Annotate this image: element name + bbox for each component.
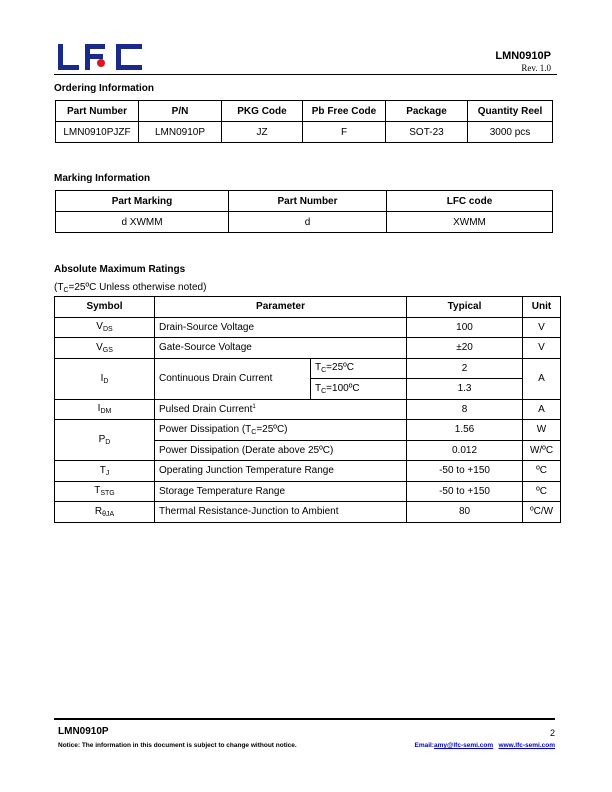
parameter-text: Power Dissipation (T xyxy=(159,423,252,435)
page-number: 2 xyxy=(549,728,555,738)
lfc-logo xyxy=(58,44,142,70)
footnote-marker: 1 xyxy=(252,403,256,410)
table-header-row xyxy=(56,191,553,212)
typical-cell: 100 xyxy=(407,317,523,338)
table-cell: SOT-23 xyxy=(386,122,468,143)
typical-cell: 2 xyxy=(407,358,523,379)
parameter-cell: Thermal Resistance-Junction to Ambient xyxy=(155,502,407,523)
typical-cell: 8 xyxy=(407,399,523,420)
unit-cell: ºC xyxy=(523,481,561,502)
website-link[interactable]: www.lfc-semi.com xyxy=(498,742,555,749)
condition-text: =100ºC xyxy=(326,382,360,394)
symbol-subscript: GS xyxy=(102,346,113,354)
symbol-subscript: θJA xyxy=(102,510,115,518)
parameter-text: =25ºC) xyxy=(256,423,288,435)
symbol: I xyxy=(97,403,101,415)
unit-cell: V xyxy=(523,338,561,359)
unit-cell: V xyxy=(523,317,561,338)
parameter-cell: Continuous Drain Current xyxy=(155,358,311,399)
symbol-cell xyxy=(55,399,155,420)
parameter-cell xyxy=(155,399,407,420)
symbol-subscript: J xyxy=(105,469,110,477)
symbol: P xyxy=(98,434,106,445)
column-header: Pb Free Code xyxy=(303,101,386,122)
table-cell: LMN0910P xyxy=(139,122,222,143)
typical-cell: 1.3 xyxy=(407,379,523,400)
condition-text: =25ºC xyxy=(326,362,355,374)
symbol-subscript: DM xyxy=(100,408,112,416)
symbol-cell xyxy=(55,358,155,399)
marking-info-table xyxy=(55,190,553,233)
footer-contact xyxy=(415,742,556,749)
column-header: Part Number xyxy=(56,101,139,122)
symbol: R xyxy=(94,505,103,517)
note-text: (T xyxy=(54,282,64,293)
symbol: V xyxy=(96,341,103,353)
symbol-subscript: STG xyxy=(100,490,115,498)
table-cell: LMN0910PJZF xyxy=(56,122,139,143)
symbol-cell xyxy=(55,481,155,502)
symbol-subscript: DS xyxy=(102,326,113,334)
unit-cell: ºC/W xyxy=(523,502,561,523)
table-row xyxy=(55,399,561,420)
symbol-cell xyxy=(55,461,155,482)
column-header: Package xyxy=(386,101,468,122)
table-header-row xyxy=(56,101,553,122)
symbol: T xyxy=(99,464,106,476)
footer-part-number: LMN0910P xyxy=(58,726,109,737)
document-part-number: LMN0910P xyxy=(495,50,551,62)
table-row xyxy=(55,420,561,441)
table-row xyxy=(55,317,561,338)
parameter-text: Pulsed Drain Current xyxy=(159,403,253,415)
unit-cell: ºC xyxy=(523,461,561,482)
column-header: PKG Code xyxy=(222,101,303,122)
parameter-cell: Storage Temperature Range xyxy=(155,481,407,502)
footer-divider xyxy=(54,718,555,720)
table-row xyxy=(56,122,553,143)
unit-cell: W xyxy=(523,420,561,441)
ordering-info-title: Ordering Information xyxy=(54,83,154,94)
condition-cell xyxy=(311,358,407,379)
parameter-subscript: C xyxy=(251,428,257,436)
condition-cell xyxy=(311,379,407,400)
abs-max-table xyxy=(54,296,561,523)
parameter-cell: Drain-Source Voltage xyxy=(155,317,407,338)
symbol-cell xyxy=(55,317,155,338)
typical-cell: -50 to +150 xyxy=(407,481,523,502)
table-row xyxy=(55,481,561,502)
note-text: =25ºC Unless otherwise noted) xyxy=(68,282,207,293)
symbol-subscript: D xyxy=(103,377,109,385)
symbol-subscript: D xyxy=(105,439,111,446)
symbol-cell xyxy=(55,502,155,523)
typical-cell: 0.012 xyxy=(407,440,523,461)
abs-max-title: Absolute Maximum Ratings xyxy=(54,264,186,275)
symbol-cell xyxy=(55,420,155,461)
parameter-cell: Power Dissipation (Derate above 25ºC) xyxy=(155,440,407,461)
condition-text: T xyxy=(315,382,322,394)
column-header: Part Number xyxy=(229,191,387,212)
table-cell: d XWMM xyxy=(56,212,229,233)
ordering-info-table xyxy=(55,100,553,143)
footer-notice: Notice: The information in this document is subject to change without notice. xyxy=(58,742,297,749)
typical-cell: -50 to +150 xyxy=(407,461,523,482)
condition-subscript: C xyxy=(321,367,327,375)
table-header-row xyxy=(55,297,561,318)
typical-cell: ±20 xyxy=(407,338,523,359)
column-header: Typical xyxy=(407,297,523,318)
symbol: T xyxy=(94,485,101,497)
typical-cell: 1.56 xyxy=(407,420,523,441)
table-cell: d xyxy=(229,212,387,233)
condition-text: T xyxy=(315,362,322,374)
table-row xyxy=(56,212,553,233)
condition-subscript: C xyxy=(321,387,327,395)
table-cell: F xyxy=(303,122,386,143)
unit-cell: W/ºC xyxy=(523,440,561,461)
table-row xyxy=(55,461,561,482)
unit-cell: A xyxy=(523,358,561,399)
email-label: Email: xyxy=(414,742,435,749)
parameter-cell xyxy=(155,420,407,441)
column-header: Symbol xyxy=(55,297,155,318)
table-row xyxy=(55,358,561,379)
typical-cell: 80 xyxy=(407,502,523,523)
abs-max-condition-note xyxy=(54,282,206,294)
table-cell: XWMM xyxy=(387,212,553,233)
column-header: Unit xyxy=(523,297,561,318)
table-cell: 3000 pcs xyxy=(468,122,553,143)
header-divider xyxy=(54,74,557,75)
marking-info-title: Marking Information xyxy=(54,173,151,184)
unit-cell: A xyxy=(523,399,561,420)
email-link[interactable]: amy@lfc-semi.com xyxy=(434,742,494,749)
document-revision: Rev. 1.0 xyxy=(521,63,551,73)
table-cell: JZ xyxy=(222,122,303,143)
column-header: Part Marking xyxy=(56,191,229,212)
parameter-cell: Operating Junction Temperature Range xyxy=(155,461,407,482)
table-row xyxy=(55,502,561,523)
column-header: P/N xyxy=(139,101,222,122)
symbol: I xyxy=(100,372,104,384)
column-header: Parameter xyxy=(155,297,407,318)
symbol: V xyxy=(96,321,103,333)
table-row xyxy=(55,338,561,359)
parameter-cell: Gate-Source Voltage xyxy=(155,338,407,359)
note-subscript: C xyxy=(63,287,69,294)
column-header: Quantity Reel xyxy=(468,101,553,122)
symbol-cell xyxy=(55,338,155,359)
column-header: LFC code xyxy=(387,191,553,212)
